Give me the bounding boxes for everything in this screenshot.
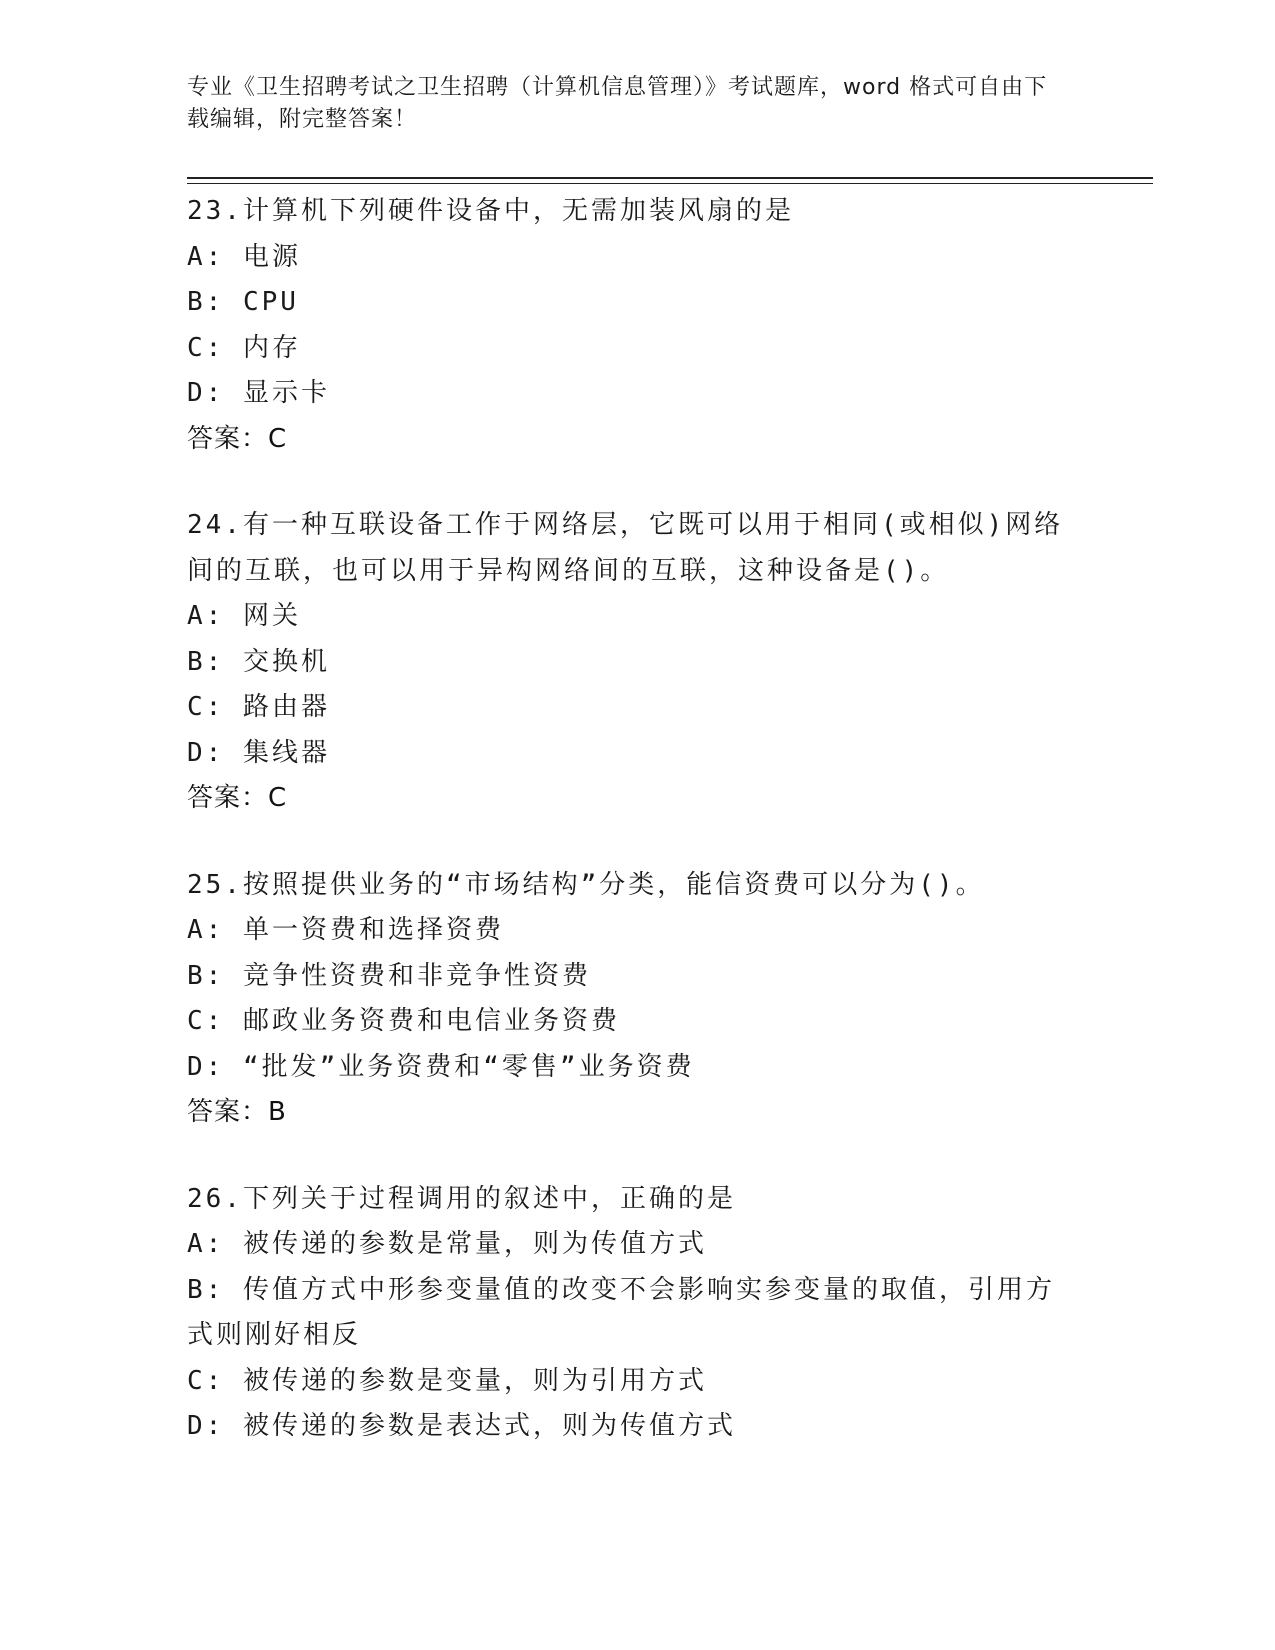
answer-line: 答案：C: [187, 783, 288, 813]
option-c: C: 内存: [187, 332, 301, 363]
option-d: D: 集线器: [187, 737, 330, 768]
answer-line: 答案：C: [187, 423, 288, 454]
question-25: [187, 863, 1087, 1136]
question-23: [187, 189, 1087, 462]
question-stem: 23.计算机下列硬件设备中，无需加装风扇的是: [187, 196, 794, 226]
question-stem: 26.下列关于过程调用的叙述中，正确的是: [187, 1183, 736, 1214]
option-b: B: 传值方式中形参变量值的改变不会影响实参变量的取值，引用方式则刚好相反: [187, 1274, 1055, 1350]
option-d: D: 显示卡: [187, 378, 330, 408]
option-d: D: “批发”业务资费和“零售”业务资费: [187, 1051, 695, 1082]
option-c: C: 邮政业务资费和电信业务资费: [187, 1006, 620, 1036]
answer-line: 答案：B: [187, 1097, 287, 1127]
document-header: 专业《卫生招聘考试之卫生招聘（计算机信息管理）》考试题库，word 格式可自由下载编辑，附完整答案！: [187, 75, 1048, 132]
option-c: C: 被传递的参数是变量，则为引用方式: [187, 1365, 707, 1396]
question-24: [187, 503, 1087, 822]
option-b: B: CPU: [187, 287, 299, 317]
option-a: A: 网关: [187, 601, 301, 631]
option-d: D: 被传递的参数是表达式，则为传值方式: [187, 1411, 736, 1441]
option-b: B: 竞争性资费和非竞争性资费: [187, 960, 591, 991]
option-c: C: 路由器: [187, 692, 330, 722]
question-list: [187, 189, 1087, 1491]
question-26: [187, 1177, 1087, 1450]
option-b: B: 交换机: [187, 646, 330, 677]
question-stem: 24.有一种互联设备工作于网络层，它既可以用于相同(或相似)网络间的互联，也可以用于异构网络间的互联，这种设备是()。: [187, 510, 1064, 586]
option-a: A: 电源: [187, 241, 301, 272]
question-stem: 25.按照提供业务的“市场结构”分类，能信资费可以分为()。: [187, 869, 985, 900]
header-divider-thin: [187, 183, 1153, 184]
option-a: A: 单一资费和选择资费: [187, 915, 504, 945]
header-divider-thick: [187, 177, 1153, 179]
option-a: A: 被传递的参数是常量，则为传值方式: [187, 1229, 707, 1259]
